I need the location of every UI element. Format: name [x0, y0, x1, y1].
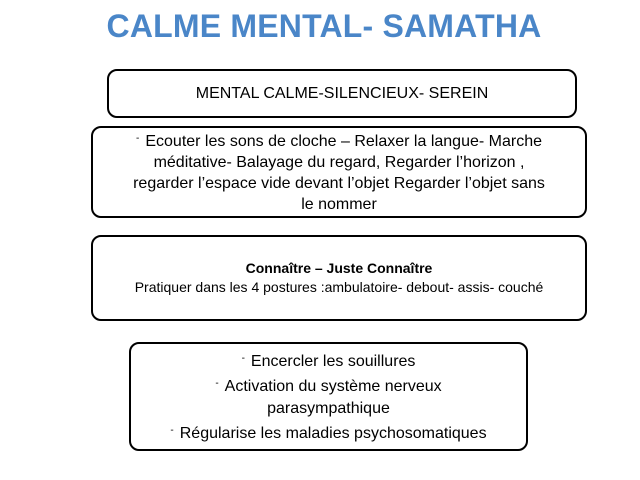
slide-title: CALME MENTAL- SAMATHA: [106, 8, 542, 44]
bullet-dash: -: [215, 378, 219, 389]
effects-item-3: [170, 420, 486, 445]
effects-item-2-continued: parasympathique: [267, 400, 390, 417]
effects-box: [129, 342, 528, 451]
postures-box: [91, 235, 587, 321]
effects-item-3-text: Régularise les maladies psychosomatiques: [179, 425, 487, 442]
summary-text: MENTAL CALME-SILENCIEUX- SEREIN: [195, 84, 489, 102]
effects-item-1-text: Encercler les souillures: [250, 353, 416, 370]
effects-item-2-text: Activation du système nerveux: [224, 378, 442, 395]
practices-line-2: méditative- Balayage du regard, Regarder l’horizon ,: [153, 153, 525, 171]
practices-line-1: [136, 128, 542, 152]
practices-box: [91, 126, 587, 218]
practices-line-1-text: Ecouter les sons de cloche – Relaxer la langue- Marche: [145, 132, 542, 150]
effects-item-1: [242, 348, 416, 373]
summary-box: [107, 69, 577, 118]
practices-line-3: regarder l’espace vide devant l’objet Regarder l’objet sans: [133, 174, 545, 192]
postures-heading: Connaître – Juste Connaître: [245, 260, 433, 276]
practices-line-4: le nommer: [301, 195, 377, 213]
bullet-dash: -: [136, 132, 140, 144]
postures-text: Pratiquer dans les 4 postures :ambulatoire- debout- assis- couché: [134, 279, 544, 295]
bullet-dash: -: [170, 425, 174, 436]
bullet-dash: -: [241, 353, 245, 364]
effects-item-2: [215, 373, 441, 398]
